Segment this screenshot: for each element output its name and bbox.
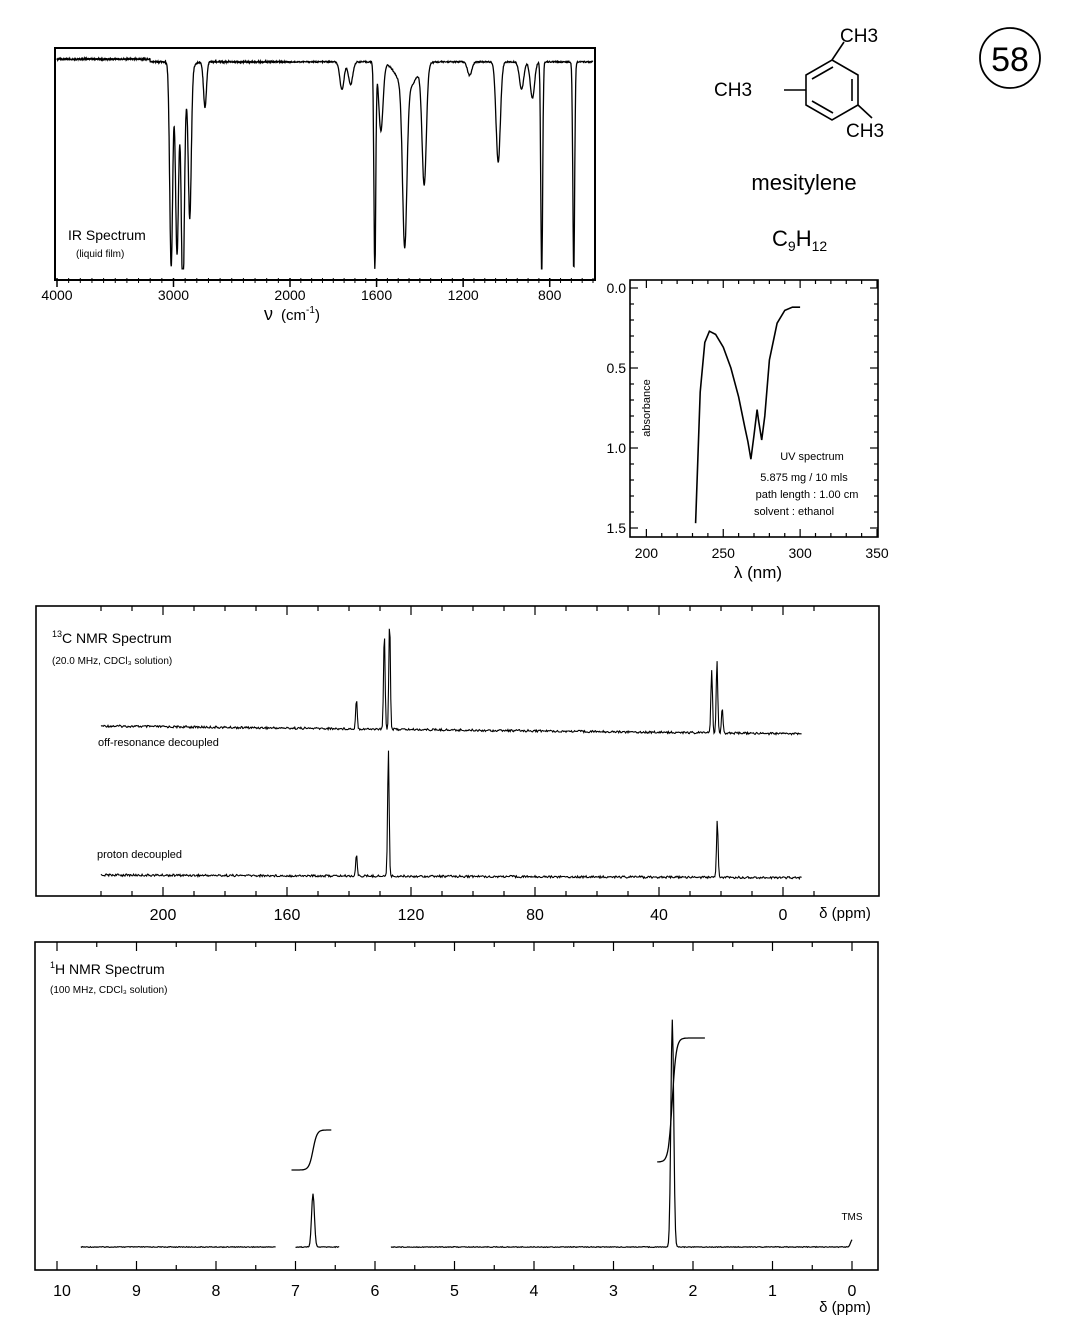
structure-drawing	[714, 26, 884, 254]
uv-panel	[607, 280, 889, 582]
h1-integral-curve	[292, 1130, 332, 1170]
c13-off-resonance-label: off-resonance decoupled	[98, 737, 219, 749]
molecular-formula: $C_9H_{12}$	[772, 226, 828, 254]
h1-integral-curve	[657, 1038, 705, 1162]
uv-y-tick-label: 1.5	[606, 520, 626, 536]
uv-y-axis-label: absorbance	[641, 379, 653, 437]
uv-y-tick-label: 0.5	[606, 360, 626, 376]
h1-x-tick-label: 0	[847, 1283, 857, 1300]
h1-x-tick-label: 1	[768, 1283, 777, 1300]
uv-annotation-solvent: solvent : ethanol	[753, 506, 835, 518]
ir-panel	[41, 48, 595, 324]
h1-x-tick-label: 6	[370, 1283, 380, 1300]
c13-proton-decoupled-trace	[101, 751, 802, 879]
h1-subtitle: (100 MHz, CDCl₃ solution)	[50, 985, 168, 996]
h1-x-tick-label: 8	[211, 1283, 221, 1300]
methyl-bond-right	[858, 105, 872, 118]
c13-x-tick-label: 160	[273, 907, 301, 924]
ir-x-axis-label: ν ($cm^{-1}_)$	[264, 304, 320, 324]
c13-x-tick-label: 120	[397, 907, 425, 924]
benzene-ring	[806, 60, 858, 120]
h1-integrals	[292, 1038, 705, 1170]
ir-tick-label: 1200	[447, 287, 479, 303]
c13-proton-decoupled-label: proton decoupled	[97, 849, 183, 861]
h1-x-tick-label: 5	[450, 1283, 459, 1300]
h1-x-tick-label: 3	[609, 1283, 618, 1300]
uv-x-tick-label: 350	[865, 545, 889, 561]
uv-x-tick-label: 200	[634, 545, 659, 561]
c13-title: $^{13}$C NMR Spectrum	[52, 629, 172, 646]
c13-off-resonance-trace	[101, 629, 802, 735]
uv-y-tick-label: 0.0	[606, 280, 626, 296]
ir-tick-label: 1600	[360, 287, 393, 303]
h1-panel	[35, 942, 878, 1316]
uv-y-tick-label: 1.0	[606, 440, 626, 456]
uv-x-tick-label: 300	[788, 545, 812, 561]
c13-x-axis-label: δ (ppm)	[819, 905, 871, 922]
methyl-top: CH3	[840, 26, 879, 47]
uv-x-tick-label: 250	[711, 545, 735, 561]
ir-tick-label: 4000	[41, 287, 73, 303]
compound-name: mesitylene	[751, 170, 857, 195]
ir-title: IR Spectrum	[68, 227, 146, 243]
uv-annotation-concentration: 5.875 mg / 10 mls	[760, 472, 848, 484]
tms-label: TMS	[841, 1212, 863, 1223]
c13-x-tick-label: 40	[650, 907, 668, 924]
c13-x-tick-label: 0	[778, 907, 788, 924]
methyl-right: CH3	[846, 121, 885, 142]
ir-tick-label: 800	[538, 287, 562, 303]
c13-x-tick-label: 200	[149, 907, 177, 924]
ir-ticks	[41, 278, 593, 303]
h1-x-tick-label: 7	[291, 1283, 300, 1300]
c13-x-tick-label: 80	[526, 907, 544, 924]
c13-panel	[36, 606, 879, 924]
methyl-left: CH3	[714, 80, 753, 101]
ir-subtitle: (liquid film)	[76, 249, 125, 260]
problem-number: 58	[991, 41, 1029, 79]
uv-x-axis-label: λ (nm)	[733, 563, 783, 582]
h1-title: $^1$H NMR Spectrum	[50, 960, 165, 977]
h1-x-tick-label: 2	[688, 1283, 698, 1300]
c13-subtitle: (20.0 MHz, CDCl₃ solution)	[52, 656, 173, 667]
h1-x-axis-label: δ (ppm)	[819, 1299, 871, 1316]
problem-number-badge	[980, 28, 1040, 88]
uv-title: UV spectrum	[780, 451, 844, 463]
ir-frame	[55, 48, 595, 280]
h1-x-tick-label: 4	[529, 1283, 539, 1300]
uv-annotation-path-length: path length : 1.00 cm	[755, 489, 859, 501]
ir-tick-label: 2000	[274, 287, 306, 303]
h1-x-tick-label: 9	[132, 1283, 141, 1300]
h1-trace	[81, 1020, 852, 1248]
ir-tick-label: 3000	[157, 287, 190, 303]
h1-x-tick-label: 10	[53, 1283, 71, 1300]
